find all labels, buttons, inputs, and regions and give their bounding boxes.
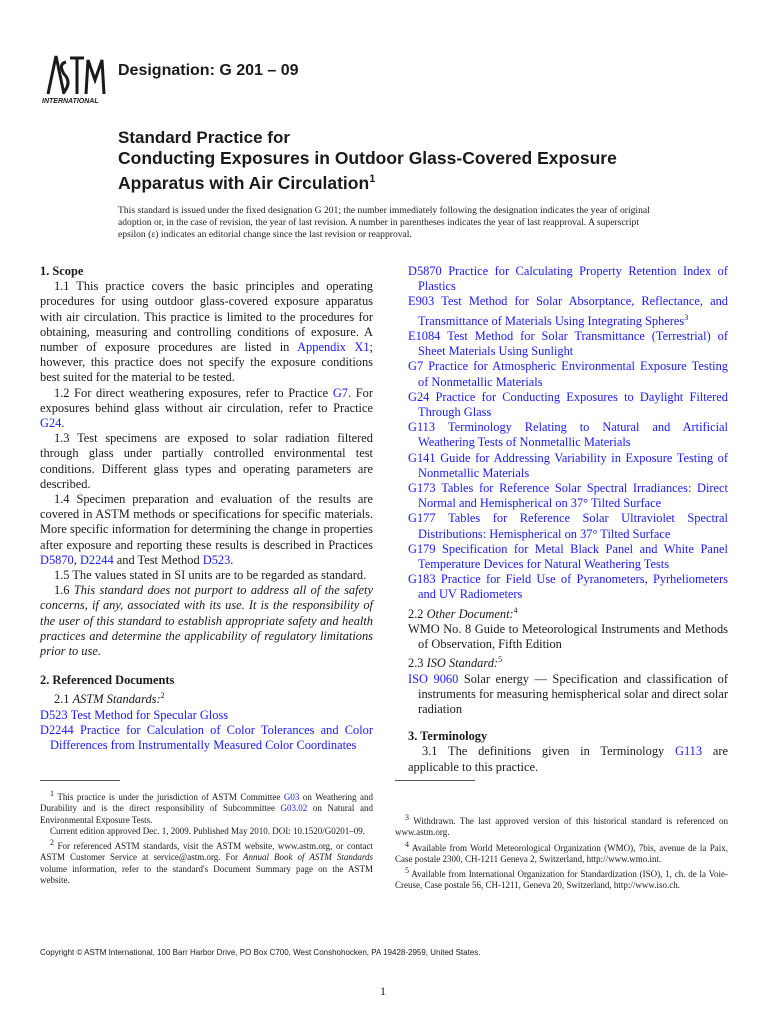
link-g7[interactable]: G7 xyxy=(332,385,349,400)
designation: Designation: G 201 – 09 xyxy=(118,62,299,79)
ref-code-link[interactable]: E1084 xyxy=(408,328,441,343)
ref-item: G173 Tables for Reference Solar Spectral Irradiances: Direct Normal and Hemispherical on 37° Tilted Surface xyxy=(408,480,728,511)
ref-item: G177 Tables for Reference Solar Ultraviolet Spectral Distributions: Hemispherical on 37° Tilted Surface xyxy=(408,511,728,541)
footnotes-left xyxy=(40,788,373,886)
terminology-heading: 3. Terminology xyxy=(408,729,488,744)
footnotes-right xyxy=(395,812,728,892)
link-g03[interactable]: G03 xyxy=(283,792,300,802)
ref-item: E903 Test Method for Solar Absorptance, Reflectance, and Transmittance of Materials Using Integrating Spheres$^3$ xyxy=(408,294,728,328)
ref-item: G24 Practice for Conducting Exposures to Daylight Filtered Through Glass xyxy=(408,389,728,419)
title-prefix: Standard Practice for xyxy=(118,128,290,147)
ref-code-link[interactable]: G7 xyxy=(408,359,424,374)
ref-code-link[interactable]: G177 xyxy=(408,511,436,526)
ref-item: D5870 Practice for Calculating Property Retention Index of Plastics xyxy=(408,264,728,294)
scope-1-1: 1.1 This practice covers the basic principles and operating procedures for using outdoor glass-covered exposure apparatus with air circulation. This practice is limited to the procedures for obtaining, measuring and controlling conditions of exposure. A number of exposure procedures are listed in Appendix X1; however, this practice does not specify the exposure conditions best suited for the material to be tested. xyxy=(40,279,373,385)
link-g113[interactable]: G113 xyxy=(675,744,703,759)
ref-item: G113 Terminology Relating to Natural and Artificial Weathering Tests of Nonmetallic Materials xyxy=(408,420,728,450)
link-g03-02[interactable]: G03.02 xyxy=(280,803,308,814)
ref-item: G183 Practice for Field Use of Pyranometers, Pyrheliometers and UV Radiometers xyxy=(408,572,728,602)
document-title xyxy=(118,148,678,194)
right-column xyxy=(408,264,728,775)
left-column xyxy=(40,264,373,753)
footnote-5: $^5$ Available from International Organization for Standardization (ISO), 1, ch. de la Voie-Creuse, Case postale 56, CH-1211, Geneva 20, Switzerland, http://www.iso.ch. xyxy=(395,866,728,891)
footnote-1-edition: Current edition approved Dec. 1, 2009. Published May 2010. DOI: 10.1520/G0201–09. xyxy=(50,825,365,836)
ref-item: G7 Practice for Atmospheric Environmental Exposure Testing of Nonmetallic Materials xyxy=(408,359,728,389)
link-d2244[interactable]: D2244 xyxy=(79,552,114,567)
link-appendix-x1[interactable]: Appendix X1 xyxy=(297,340,370,355)
link-d5870[interactable]: D5870 xyxy=(40,552,74,567)
link-g24[interactable]: G24 xyxy=(40,416,62,431)
ref-code-link[interactable]: D2244 xyxy=(40,723,74,738)
ref-item: D2244 Practice for Calculation of Color Tolerances and Color Differences from Instrumentally Measured Color Coordinates xyxy=(40,723,373,753)
scope-1-6: 1.6 This standard does not purport to address all of the safety concerns, if any, associated with its use. It is the responsibility of the user of this standard to establish appropriate safety and health practices and determine the applicability of regulatory limitations prior to use. xyxy=(40,583,373,659)
ref-item: G179 Specification for Metal Black Panel and White Panel Temperature Devices for Natural Weathering Tests xyxy=(408,541,728,571)
footnote-3: $^3$ Withdrawn. The last approved version of this historical standard is referenced on www.astm.org. xyxy=(395,813,728,838)
scope-1-4: 1.4 Specimen preparation and evaluation of the results are covered in ASTM methods or specifications for specific materials. More specific information for determining the change in properties after exposure and reporting these results is described in Practices D5870, D2244 and Test Method D523. xyxy=(40,492,373,567)
ref-code-link[interactable]: E903 xyxy=(408,294,435,309)
title-footnote-mark: 1 xyxy=(369,173,376,185)
footnote-4: $^4$ Available from World Meteorological Organization (WMO), 7bis, avenue de la Paix, Case postale 2300, CH-1211 Geneva 2, Switzerland, http://www.wmo.int. xyxy=(395,839,728,864)
astm-standards-label: 2.1 ASTM Standards:$^2$ xyxy=(54,691,165,707)
wmo-reference: WMO No. 8 Guide to Meteorological Instruments and Methods of Observation, Fifth Edition xyxy=(408,621,728,652)
other-document-label: 2.2 Other Document:$^4$ xyxy=(408,605,518,621)
scope-1-2: 1.2 For direct weathering exposures, refer to Practice G7. For exposures behind glass without air circulation, refer to Practice G24. xyxy=(40,385,373,431)
ref-code-link[interactable]: G24 xyxy=(408,389,430,404)
iso-standard-label: 2.3 ISO Standard:$^5$ xyxy=(408,655,503,671)
ref-code-link[interactable]: D523 xyxy=(40,707,68,722)
intro-note: This standard is issued under the fixed designation G 201; the number immediately following the designation indicates the year of original adoption or, in the case of revision, the year of last revision. A number in parentheses indicates the year of last reapproval. A superscript epsilon (ε) indicates an editorial change since the last revision or reapproval. xyxy=(118,205,650,241)
ref-code-link[interactable]: G179 xyxy=(408,541,436,556)
ref-code-link[interactable]: G173 xyxy=(408,480,436,495)
footnote-2: $^2$ For referenced ASTM standards, visit the ASTM website, www.astm.org, or contact ASTM Customer Service at service@astm.org. For Annual Book of ASTM Standards volume information, refer to the standard's Document Summary page on the ASTM website. xyxy=(40,838,374,886)
scope-1-5: 1.5 The values stated in SI units are to be regarded as standard. xyxy=(54,568,367,583)
scope-1-3: 1.3 Test specimens are exposed to solar radiation filtered through glass under partially controlled environmental test conditions. Different glass types and operating parameters are described. xyxy=(40,431,373,491)
ref-item: E1084 Test Method for Solar Transmittance (Terrestrial) of Sheet Materials Using Sunlight xyxy=(408,328,728,359)
astm-logo xyxy=(42,50,110,110)
link-d523[interactable]: D523 xyxy=(202,552,231,567)
title-text: Conducting Exposures in Outdoor Glass-Covered Exposure Apparatus with Air Circulation xyxy=(118,148,617,193)
ref-item: G141 Guide for Addressing Variability in Exposure Testing of Nonmetallic Materials xyxy=(408,450,728,480)
copyright-line: Copyright © ASTM International, 100 Barr Harbor Drive, PO Box C700, West Conshohocken, PA 19428-2959, United States. xyxy=(40,948,481,957)
terminology-3-1: 3.1 The definitions given in Terminology G113 are applicable to this practice. xyxy=(408,744,728,774)
ref-code-link[interactable]: G113 xyxy=(408,420,436,435)
ref-code-link[interactable]: D5870 xyxy=(408,264,442,278)
referenced-heading: 2. Referenced Documents xyxy=(40,673,175,688)
scope-heading: 1. Scope xyxy=(40,264,84,278)
logo-subtext: INTERNATIONAL xyxy=(42,98,99,105)
footnote-1: $^1$ This practice is under the jurisdiction of ASTM Committee G03 on Weathering and Durability and is the direct responsibility of Subcommittee G03.02 on Natural and Environmental Exposure Tests. xyxy=(40,789,373,825)
link-iso-9060[interactable]: ISO 9060 xyxy=(408,671,459,686)
page-number: 1 xyxy=(380,984,386,998)
ref-code-link[interactable]: G141 xyxy=(408,450,436,465)
footnote-divider-left xyxy=(40,780,120,781)
footnote-divider-right xyxy=(395,780,475,781)
iso-reference: ISO 9060 Solar energy — Specification and classification of instruments for measuring hemispherical solar and direct solar radiation xyxy=(408,671,728,717)
ref-item: D523 Test Method for Specular Gloss xyxy=(40,707,229,722)
ref-code-link[interactable]: G183 xyxy=(408,572,436,587)
